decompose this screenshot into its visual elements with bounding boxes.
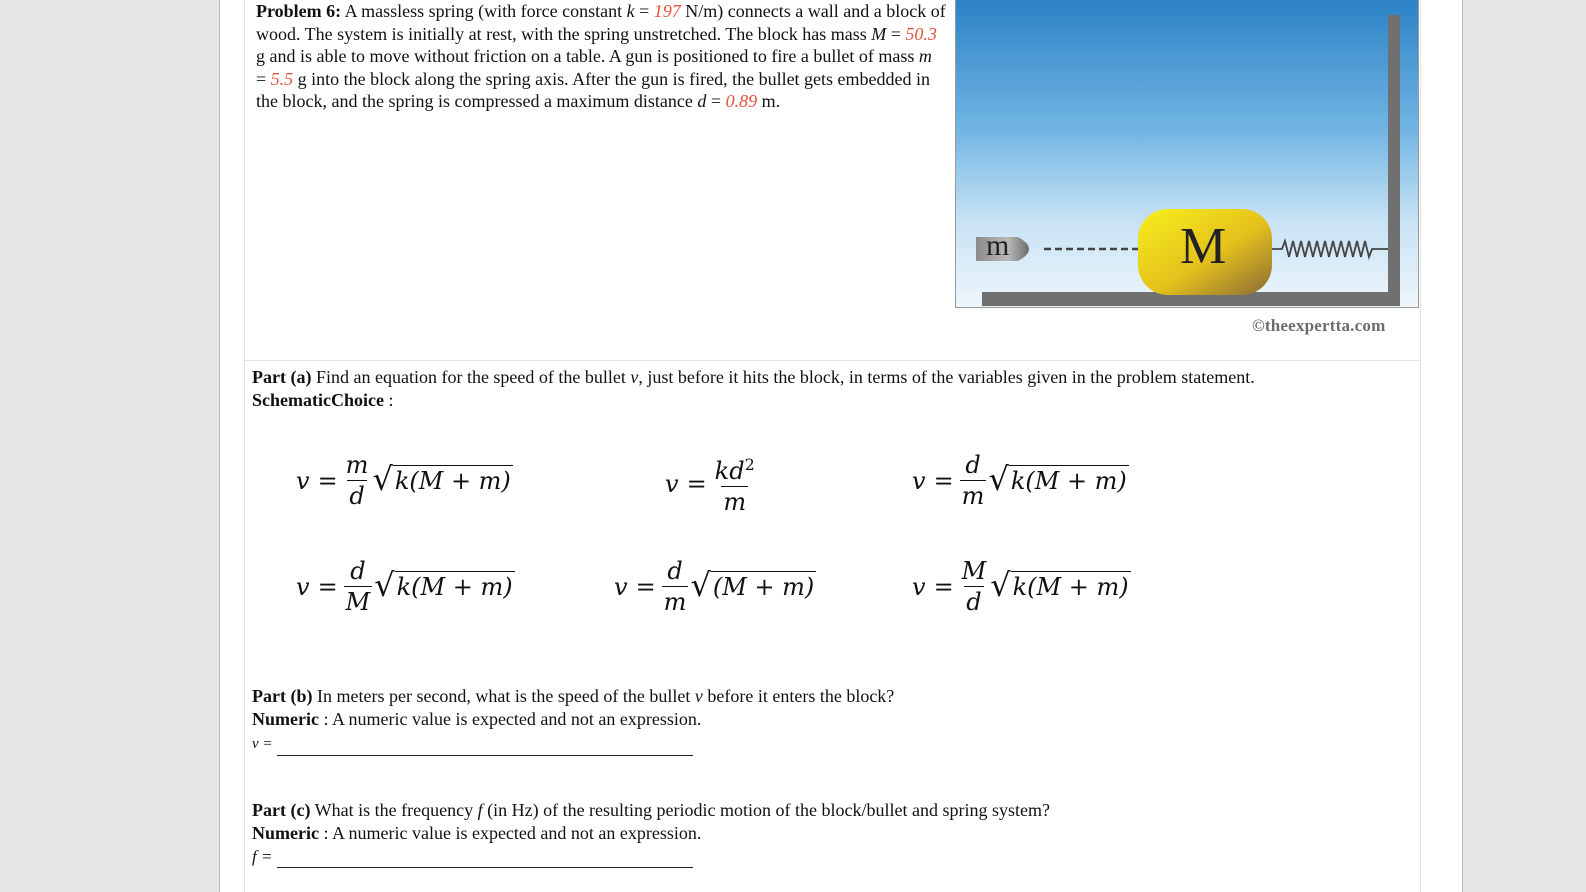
var-d: d <box>697 91 707 112</box>
radicand: k(M + m) <box>1010 467 1127 495</box>
denominator: M <box>345 588 371 616</box>
radicand: k(M + m) <box>1012 573 1129 601</box>
choice-option[interactable] <box>296 450 513 511</box>
equals: = <box>886 23 906 44</box>
var-v: v <box>630 367 639 387</box>
numerator: d <box>667 557 683 585</box>
spring-block-figure <box>955 0 1419 308</box>
bullet-label: m <box>986 229 1010 262</box>
part-c-type: Numeric <box>252 823 319 843</box>
square-root: √ k(M + m) <box>372 460 511 498</box>
answer-prefix-f: f = <box>252 847 273 866</box>
part-a-text: , just before it hits the block, in terms of the variables given in the problem statement. <box>638 367 1255 387</box>
problem-statement <box>256 0 946 113</box>
problem-text: g into the block along the spring axis. After the gun is fired, the bullet gets embedded in the block, and the spring is compressed a maximum distance <box>256 68 931 112</box>
part-c-text: What is the frequency <box>310 800 478 820</box>
wall <box>1388 15 1400 306</box>
radicand: k(M + m) <box>394 467 511 495</box>
choice-eq: = <box>933 466 954 495</box>
var-M: M <box>871 23 887 44</box>
numerator: m <box>345 451 369 479</box>
radicand: (M + m) <box>712 573 815 601</box>
part-c-prompt <box>252 799 1050 868</box>
radicand: k(M + m) <box>396 573 513 601</box>
denominator: d <box>966 588 982 616</box>
choice-lhs: v <box>296 572 310 601</box>
fraction <box>960 450 987 511</box>
equals: = <box>256 68 271 89</box>
part-b-prompt <box>252 685 894 756</box>
answer-prefix-v: v = <box>252 736 273 752</box>
choice-option[interactable] <box>665 450 759 517</box>
denominator: m <box>663 588 687 616</box>
value-m: 5.5 <box>270 68 294 89</box>
choice-eq: = <box>933 572 954 601</box>
fraction <box>344 556 373 617</box>
fraction <box>713 450 757 517</box>
denominator: m <box>961 482 985 510</box>
choice-lhs: v <box>912 466 926 495</box>
answer-input-v[interactable] <box>277 738 693 756</box>
part-c-text: (in Hz) of the resulting periodic motion of the block/bullet and spring system? <box>482 800 1050 820</box>
choice-option[interactable] <box>614 556 816 617</box>
part-a-type: SchematicChoice <box>252 390 384 410</box>
choice-eq: = <box>317 466 338 495</box>
numerator: d <box>965 451 981 479</box>
part-a-label: Part (a) <box>252 367 312 387</box>
divider <box>245 360 1420 361</box>
value-M: 50.3 <box>905 23 937 44</box>
part-b-text: before it enters the block? <box>702 686 895 706</box>
denominator: d <box>349 482 365 510</box>
part-a-prompt <box>252 366 1255 412</box>
numerator: d <box>350 557 366 585</box>
problem-text: N/m) connects a wall and a block of wood. The system is initially at rest, with the spring unstretched. The block has mass <box>256 1 946 44</box>
problem-text: m. <box>757 91 781 112</box>
part-b-type: Numeric <box>252 709 319 729</box>
part-b-text: In meters per second, what is the speed of the bullet <box>312 686 695 706</box>
equals: = <box>634 1 654 21</box>
problem-text: g and is able to move without friction on a table. A gun is positioned to fire a bullet of mass <box>256 46 919 67</box>
numerator: kd <box>714 457 745 485</box>
part-b-label: Part (b) <box>252 686 313 706</box>
square-root: √ k(M + m) <box>374 566 513 604</box>
numerator: M <box>961 557 987 585</box>
choice-option[interactable] <box>912 450 1129 511</box>
var-v: v <box>694 686 703 706</box>
problem-text: A massless spring (with force constant <box>341 1 627 21</box>
choice-lhs: v <box>665 469 679 498</box>
var-k: k <box>626 1 635 21</box>
fraction <box>662 556 689 617</box>
choice-option[interactable] <box>296 556 515 617</box>
fraction <box>344 450 371 511</box>
equals: = <box>706 91 726 112</box>
choice-eq: = <box>317 572 338 601</box>
choice-eq: = <box>686 469 707 498</box>
problem-label: Problem 6: <box>256 1 342 21</box>
square-root: √ (M + m) <box>690 566 815 604</box>
value-d: 0.89 <box>725 91 758 112</box>
answer-input-f[interactable] <box>277 850 693 868</box>
choice-lhs: v <box>614 572 628 601</box>
copyright-text: ©theexpertta.com <box>1252 316 1386 335</box>
spring <box>1272 241 1388 257</box>
part-a-text: Find an equation for the speed of the bullet <box>311 367 631 387</box>
choice-eq: = <box>635 572 656 601</box>
colon: : <box>383 390 394 410</box>
exponent: 2 <box>744 455 755 474</box>
part-c-hint: : A numeric value is expected and not an expression. <box>318 823 702 843</box>
problem-card <box>244 0 1421 892</box>
value-k: 197 <box>653 1 681 21</box>
var-m: m <box>918 46 932 67</box>
square-root: √ k(M + m) <box>990 566 1129 604</box>
part-b-hint: : A numeric value is expected and not an expression. <box>318 709 702 729</box>
fraction <box>960 556 989 617</box>
choice-lhs: v <box>912 572 926 601</box>
part-c-label: Part (c) <box>252 800 311 820</box>
block-label: M <box>1180 218 1227 275</box>
choice-lhs: v <box>296 466 310 495</box>
var-f: f <box>477 800 483 820</box>
page <box>219 0 1463 892</box>
choice-option[interactable] <box>912 556 1131 617</box>
square-root: √ k(M + m) <box>988 460 1127 498</box>
denominator: m <box>723 488 747 516</box>
